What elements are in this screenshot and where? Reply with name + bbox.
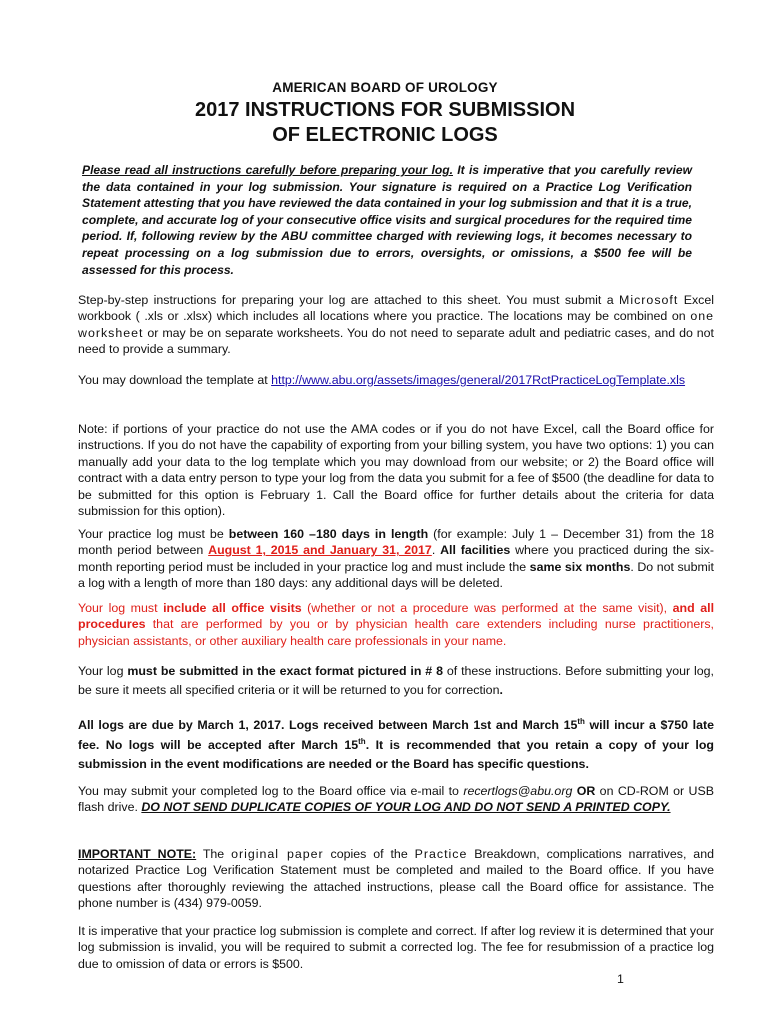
length-all-facilities: All facilities (440, 543, 511, 558)
intro-lead: Please read all instructions carefully before preparing your log. (82, 163, 453, 177)
format-exact-format: must be submitted in the exact format pictured in # 8 (127, 664, 443, 678)
closing-paragraph: It is imperative that your practice log submission is complete and correct. If after log review it is determined that your log submission is invalid, you will be required to submit a corrected log. The fee for resubmission of a practice log due to omission of data or errors is $500. (78, 924, 714, 971)
important-original-paper: original paper (231, 847, 324, 861)
length-text-4: where you practiced during the six-month reporting period must be included in your practice log and must include the (78, 543, 714, 574)
steps-text-c: or may be on separate worksheets. You do not need to separate adult and pediatric cases, and do not need to provide a summary. (78, 325, 714, 357)
format-text-1: Your log (78, 664, 128, 678)
format-paragraph (78, 662, 714, 700)
visits-text-1: Your log must (78, 601, 164, 615)
title-line-2: OF ELECTRONIC LOGS (272, 124, 498, 146)
length-days-range: between 160 –180 days in length (228, 527, 429, 541)
visits-text-3: that are performed by you or by physician health care extenders including nurse practitioners, physician assistants, or other auxiliary health care professionals in your name. (78, 617, 714, 648)
download-paragraph (78, 372, 714, 388)
submission-paragraph (78, 783, 714, 816)
submit-text-3: on CD-ROM or USB flash drive. (78, 784, 714, 815)
organization-name: AMERICAN BOARD OF UROLOGY (272, 80, 498, 95)
length-text-2: (for example: July 1 – December 31) from the 18 month period between (78, 527, 714, 558)
due-sup-2: th (358, 736, 366, 746)
length-text-1: Your practice log must be (78, 527, 229, 541)
submission-email[interactable]: recertlogs@abu.org (463, 784, 573, 798)
due-text-1: All logs are due by March 1, 2017. Logs received between March 1st and March 15 (78, 718, 578, 732)
due-text-2: will incur a $750 late fee. No logs will be accepted after March 15 (78, 718, 714, 752)
due-sup-1: th (577, 716, 585, 726)
page-number: 1 (617, 972, 624, 986)
intro-paragraph (82, 162, 692, 278)
important-text-2: copies of the (323, 847, 415, 861)
important-text-1: The (196, 847, 232, 861)
due-date-paragraph (78, 716, 714, 775)
reporting-period: August 1, 2015 and January 31, 2017 (208, 543, 432, 558)
intro-text: It is imperative that you carefully review the data contained in your log submission. Your signature is required on a Practice Log Verification Statement attesting that you have reviewed the data contained in your log submission and that it is a true, complete, and accurate log of your consecutive office visits and surgical procedures for the required time period. If, following review by the ABU committee charged with reviewing logs, it becomes necessary to repeat processing on a log submission due to errors, oversights, or omissions, a $500 fee will be assessed for this process. (82, 163, 693, 277)
submit-or: OR (576, 784, 596, 798)
steps-text-b: Excel workbook ( .xls or .xlsx) which includes all locations where you practice. The locations may be combined on (78, 293, 714, 324)
length-text-3: . (431, 543, 441, 558)
important-note-paragraph (78, 846, 714, 912)
submit-text-1: You may submit your completed log to the Board office via e-mail to (78, 784, 464, 798)
template-download-link[interactable]: http://www.abu.org/assets/images/general/2017RctPracticeLogTemplate.xls (271, 373, 686, 387)
format-text-2: of these instructions. Before submitting your log, be sure it meets all specified criteria or it will be returned to you for correction (78, 664, 714, 697)
important-practice: Practice (414, 847, 468, 861)
office-visits-paragraph (78, 600, 714, 649)
title-line-1: 2017 INSTRUCTIONS FOR SUBMISSION (194, 99, 576, 121)
length-text-5: . Do not submit a log with a length of more than 180 days: any additional days will be deleted. (78, 559, 714, 591)
download-label: You may download the template at (78, 373, 272, 387)
log-length-paragraph (78, 526, 714, 592)
submit-warning: DO NOT SEND DUPLICATE COPIES OF YOUR LOG AND DO NOT SEND A PRINTED COPY. (141, 800, 671, 815)
important-note-label: IMPORTANT NOTE: (78, 847, 197, 861)
format-period: . (499, 683, 503, 697)
steps-paragraph (78, 292, 714, 358)
steps-microsoft: Microsoft (619, 293, 679, 307)
visits-office-visits: include all office visits (163, 601, 302, 615)
steps-one-worksheet: one worksheet (78, 309, 714, 340)
important-text-3: Breakdown, complications narratives, and notarized Practice Log Verification Statement must be completed and mailed to the Board office. If you have questions after thoroughly reviewing the attached instructions, please call the Board office for assistance. The phone number is (434) 979-0059. (78, 847, 714, 911)
due-text-3: . It is recommended that you retain a copy of your log submission in the event modifications are needed or the Board has specific questions. (78, 737, 715, 771)
visits-all-procedures: and all procedures (78, 601, 715, 632)
visits-text-2: (whether or not a procedure was performed at the same visit), (301, 601, 673, 615)
note-paragraph: Note: if portions of your practice do not use the AMA codes or if you do not have Excel, call the Board office for instructions. If you do not have the capability of exporting from your billing system, you have two options: 1) you can manually add your data to the log template which you may download from our website; or 2) the Board office will contract with a data entry person to type your log from the data you submit for a fee of $500 (the deadline for data to be submitted for this option is February 1. Call the Board office for further details about the criteria for data submission for this option). (78, 422, 714, 519)
page-title (0, 98, 770, 148)
steps-text-a: Step-by-step instructions for preparing your log are attached to this sheet. You must submit a (78, 293, 620, 307)
length-same-six-months: same six months (529, 559, 631, 574)
